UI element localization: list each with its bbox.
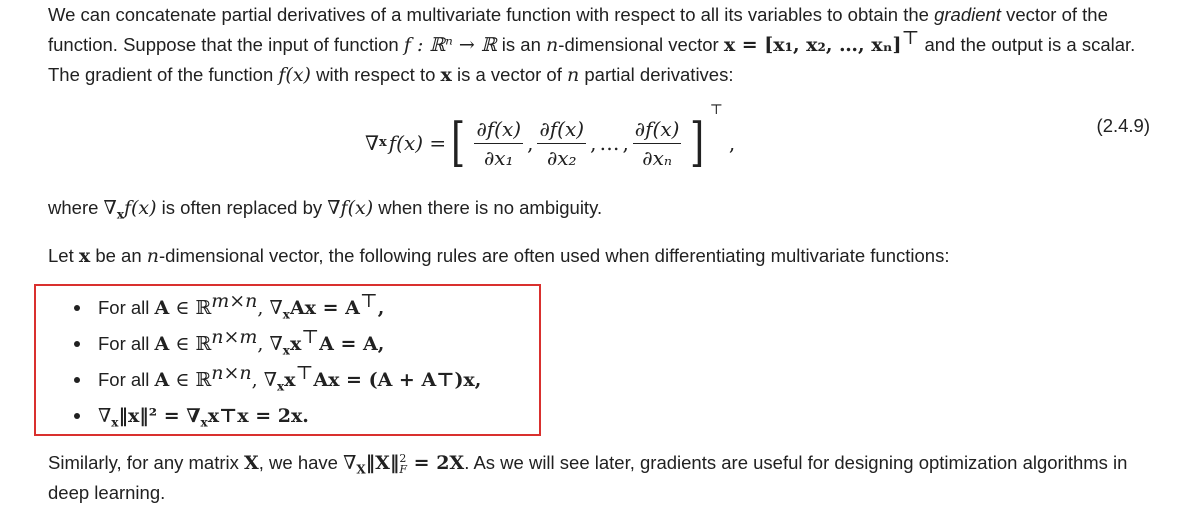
f-of-x: f(x) <box>123 197 157 219</box>
dims: m×n <box>211 289 258 312</box>
list-item <box>74 290 481 326</box>
text: -dimensional vector <box>558 34 724 55</box>
ellipsis: … <box>599 131 620 155</box>
gradient-f: ∇f(x) <box>327 197 374 219</box>
math: , <box>377 297 385 319</box>
gradient-equation: ∇ x f(x) = [ $\frac{\partial f(x)}{\text{∂x₁}}$ , $\frac{\partial f(x)}{\text{∂x₂}}$ , … , $\frac{\partial f(x)}{\text{∂xₙ}}$ ] ⊤ , <box>365 102 736 173</box>
text: Similarly, for any matrix <box>48 452 244 473</box>
paragraph-gradient-intro <box>48 0 1151 90</box>
function-mapping: f : ℝⁿ → ℝ <box>403 34 497 56</box>
list-item <box>74 326 481 362</box>
comma: , <box>728 131 736 155</box>
transpose-symbol: ⊤ <box>295 361 314 384</box>
text: be an <box>90 245 147 266</box>
text: , we have <box>258 452 344 473</box>
paragraph-matrix-gradient <box>48 448 1151 508</box>
nabla-subscript: x <box>200 415 208 430</box>
numerator: ∂f(x) <box>537 117 586 144</box>
rules-list <box>74 290 481 434</box>
subscript: F <box>399 463 408 477</box>
text: For all <box>98 297 155 318</box>
math: A = A, <box>319 333 385 355</box>
nabla-symbol: ∇ <box>343 452 357 474</box>
dims: n×m <box>211 325 258 348</box>
f-of-x: f(x) <box>278 64 311 86</box>
numerator: ∂f(x) <box>474 117 523 144</box>
text: vector of the function. Suppose that the input of function <box>48 4 1108 55</box>
text: . As we will see later, gradients are useful for designing optimization algorithms in deep learning. <box>48 452 1128 503</box>
text: where <box>48 197 104 218</box>
dims: n×n <box>211 361 252 384</box>
math: x <box>284 369 296 391</box>
vector-x: x <box>440 64 452 86</box>
math: ‖x‖² = ∇ <box>118 405 201 427</box>
bullet <box>74 341 80 347</box>
transpose-symbol: ⊤ <box>301 325 320 348</box>
right-bracket: ] <box>690 113 705 173</box>
nabla-symbol: ∇ <box>365 131 379 155</box>
text: For all <box>98 369 155 390</box>
nabla-subscript: X <box>356 462 366 477</box>
nabla-subscript: x <box>282 307 290 322</box>
comma: , <box>527 131 534 155</box>
math: ∇ <box>98 405 112 427</box>
list-item <box>74 398 481 434</box>
equation-lhs: f(x) = <box>388 131 447 155</box>
math: Ax = A <box>289 297 360 319</box>
norm-scripts <box>399 453 407 475</box>
fraction-x1 <box>474 117 523 170</box>
vector-x-def: x = [x₁, x₂, …, xₙ] <box>723 34 902 56</box>
math: ∈ ℝ <box>169 297 212 319</box>
var-n: n <box>546 34 559 56</box>
denominator: ∂x₁ <box>483 145 514 170</box>
equation-number: (2.4.9) <box>1096 115 1150 136</box>
bullet <box>74 377 80 383</box>
denominator: ∂x₂ <box>546 145 577 170</box>
var-n: n <box>567 64 580 86</box>
nabla-subscript: x <box>282 343 290 358</box>
text: is a vector of <box>451 64 567 85</box>
math: x <box>289 333 302 355</box>
var-n: n <box>146 245 160 267</box>
math: = 2X <box>407 452 465 474</box>
numerator: ∂f(x) <box>633 117 682 144</box>
math: ∈ ℝ <box>169 369 212 391</box>
matrix-a: A <box>154 333 170 355</box>
nabla-subscript: x <box>116 207 124 222</box>
text: We can concatenate partial derivatives of a multivariate function with respect to all its variables to obtain the <box>48 4 935 25</box>
vector-x: x <box>78 245 91 267</box>
math: , ∇ <box>251 369 277 391</box>
fraction-xn <box>633 117 682 170</box>
bullet <box>74 305 80 311</box>
text: is often replaced by <box>156 197 328 218</box>
text: when there is no ambiguity. <box>373 197 603 218</box>
text: Let <box>48 245 79 266</box>
nabla-subscript: x <box>277 379 285 394</box>
paragraph-rules-intro <box>48 241 1151 271</box>
math: ∈ ℝ <box>169 333 212 355</box>
math: Ax = (A + A⊤)x, <box>313 369 482 391</box>
math: , ∇ <box>257 333 283 355</box>
comma: , <box>622 131 629 155</box>
nabla-symbol: ∇ <box>103 197 117 219</box>
bullet <box>74 413 80 419</box>
transpose-symbol: ⊤ <box>359 289 378 312</box>
text: is an <box>496 34 547 55</box>
text: partial derivatives: <box>579 64 734 85</box>
superscript: 2 <box>399 452 407 466</box>
term-gradient: gradient <box>934 4 1001 25</box>
text: -dimensional vector, the following rules are often used when differentiating multivariate functions: <box>159 245 950 266</box>
frobenius-norm: ‖X‖ <box>365 452 400 474</box>
matrix-a: A <box>154 297 170 319</box>
text: with respect to <box>310 64 441 85</box>
left-bracket: [ <box>451 113 466 173</box>
text: For all <box>98 333 155 354</box>
nabla-subscript: x <box>111 415 119 430</box>
math: , ∇ <box>257 297 283 319</box>
transpose-symbol: ⊤ <box>901 26 920 49</box>
denominator: ∂xₙ <box>642 145 672 170</box>
comma: , <box>590 131 597 155</box>
matrix-x: X <box>244 452 259 474</box>
fraction-x2 <box>537 117 586 170</box>
paragraph-ambiguity <box>48 193 1151 223</box>
list-item <box>74 362 481 398</box>
matrix-a: A <box>154 369 170 391</box>
math: x⊤x = 2x. <box>207 405 309 427</box>
text: and the output is a scalar. The gradient of the function <box>48 34 1136 85</box>
